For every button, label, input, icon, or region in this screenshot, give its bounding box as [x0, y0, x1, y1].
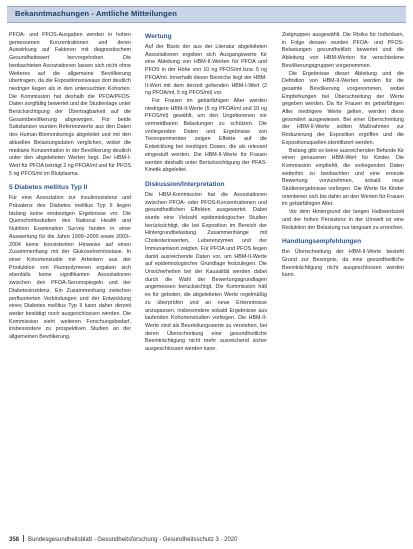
paragraph: Auf der Basis der aus der Literatur abgeleiteten Assoziationen ergeben sich Ausgangswerte für eine Ableitung von HBM-II-Werten für PFOA und PFOS in der Höhe von 10 ng PFOS/ml bzw. 5 ng PFOA/ml. Innerhalb dieser Bereiche liegt der HBM-II-Wert mit dem derzeit geltenden HBM-I-Wert (2 ng PFOA/ml, 5 ng PFOS/ml) vor.: [145, 44, 267, 97]
paragraph: Für eine Assoziation zur Insulinresistenz und Prävalenz des Diabetes mellitus Typ II liegen bislang keine eindeutigen Ergebnisse vor. Die Querschnittsstudien des National Health and Nutrition Examination Survey fanden in einer Auswertung für die Jahre 1999–2000 sowie 2003–2004 keine konsistenten Hinweise auf einen Zusammenhang mit der Glukosehomöostase. In einer Kohortenstudie mit Arbeitern aus der Produktion von Fluorpolymeren ergaben sich ebenfalls keine signifikanten Assoziationen zwischen den PFOA-Serumspiegeln und der Diabetesinzidenz. Ein Zusammenhang zwischen perfluorierten Verbindungen und der Entwicklung eines Diabetes mellitus Typ II kann daher derzeit weder bestätigt noch ausgeschlossen werden. Die Kommission sieht weiteren Forschungsbedarf, insbesondere zu prospektiven Studien an der allgemeinen Bevölkerung.: [9, 195, 131, 341]
paragraph: PFOA- und PFOS-Ausgaben werden in hohen gemessenen Konzentrationen und deren Auswirkung auf Faktoren mit diagnostischem Gesundheitswert hervorgehoben. Die beobachteten Assoziationen lassen sich nicht ohne Weiteres auf die allgemeine Bevölkerung übertragen, da die Expositionsniveaus dort deutlich niedriger liegen als in den untersuchten Kohorten. Die Kommission hat deshalb die PFOA/PFOS-Daten sorgfältig bewertet und die Studienlage unter Berücksichtigung der Übertragbarkeit auf die Gesamtbevölkerung abgewogen. Für beide Substanzen wurden Referenzwerte aus den Daten des Human-Biomonitorings abgeleitet und mit den aktuellen Belastungsdaten verglichen, wobei die mediane Konzentration in der Bevölkerung deutlich unter den abgeleiteten Werten liegt. Der HBM-I-Wert für PFOA beträgt 2 ng PFOA/ml und für PFOS 5 ng PFOS/ml im Blutplasma.: [9, 32, 131, 177]
section-heading: Wertung: [145, 33, 172, 40]
paragraph: Vor dem Hintergrund der langen Halbwertszeit und der hohen Persistenz in der Umwelt ist eine Reduktion der Belastung nur langsam zu erreichen.: [282, 209, 404, 231]
paragraph: Die Ergebnisse dieser Ableitung und die Definition von HBM-II-Werten werden für die gesamte Bevölkerung vorgenommen, wobei Empfehlungen bei Überschreitung der Werte gegeben werden. Da für Frauen im gebärfähigen Alter niedrigere Werte gelten, werden diese gesondert ausgewiesen. Bei einer Überschreitung der HBM-II-Werte sollten Maßnahmen zur Reduzierung der Exposition ergriffen und die Expositionsquellen identifiziert werden.: [282, 70, 404, 146]
paragraph: Bei Überschreitung der HBM-II-Werte besteht Grund zur Besorgnis, da eine gesundheitliche Beeinträchtigung nicht ausgeschlossen werden kann.: [282, 249, 404, 279]
text-column-middle: [145, 32, 267, 354]
text-column-left: [9, 32, 131, 342]
section-heading: Diskussion/Interpretation: [145, 180, 225, 188]
section-heading: 5 Diabetes mellitus Typ II: [9, 184, 88, 192]
page-number: 358: [9, 537, 20, 543]
paragraph: Die HBM-Kommission hat die Assoziationen zwischen PFOA- oder PFOS-Konzentrationen und gesundheitlichen Effekten ausgewertet. Dabei wurde eine Vielzahl epidemiologischer Studien berücksichtigt, die bei Exposition im Bereich der Hintergrundbelastung Zusammenhänge mit Cholesterinwerten, Leberenzymen und der Immunantwort zeigten. Für PFOA und PFOS liegen damit ausreichende Daten vor, um HBM-II-Werte auf epidemiologischer Grundlage festzulegen. Die Unsicherheiten bei der Kausalität werden dabei durch die Wahl der Bewertungsgrundlagen angemessen berücksichtigt. Die Kommission hält es für geboten, die abgeleiteten Werte regelmäßig zu überprüfen und an neue Erkenntnisse anzupassen, insbesondere sobald Ergebnisse aus laufenden Kohortenstudien vorliegen. Die HBM-II-Werte sind als Beurteilungswerte zu verstehen, bei deren Überschreitung eine gesundheitliche Beeinträchtigung nicht mehr ausreichend sicher ausgeschlossen werden kann.: [145, 191, 267, 353]
section-title: Bekanntmachungen - Amtliche Mitteilungen: [15, 9, 177, 18]
publication-name: Bundesgesundheitsblatt - Gesundheitsforschung - Gesundheitsschutz 3 · 2020: [28, 537, 238, 543]
paragraph: Bislang gibt es keine ausreichenden Befunde für einen genaueren HBM-Wert für Kinder. Die Kommission empfiehlt, die vorliegenden Daten weiterhin zu beobachten und eine erneute Bewertung vorzunehmen, sobald neue Studienergebnisse vorliegen. Die Werte für Kinder orientieren sich bis dahin an den Werten für Frauen im gebärfähigen Alter.: [282, 147, 404, 208]
section-heading: Handlungsempfehlungen: [282, 238, 362, 246]
section-header-bar: [7, 6, 406, 23]
text-column-right: [282, 32, 404, 280]
page-footer: [9, 535, 404, 545]
footer-divider: [23, 535, 24, 542]
paragraph: Für Frauen im gebärfähigen Alter werden niedrigere HBM-II-Werte (5 ng PFOA/ml und 10 ng PFOS/ml) gewählt, um den Ungeborenen vor vermeidbaren Belastungen zu schützen. Die vorliegenden Daten und Ergebnisse von Tierexperimenten zeigen Effekte auf die Entwicklung bei niedrigen Dosen, die als relevant eingestuft werden. Die HBM-II-Werte für Frauen werden deshalb unter Berücksichtigung der PFAS-Kinetik abgeleitet.: [145, 97, 267, 174]
paragraph: Zielgruppen ausgewählt. Die Risiko für Individuen, in Folge dessen wurden PFOA- und PFOS-Belastungen gesundheitlich bewertet und die Ableitung von HBM-Werten für verschiedene Bevölkerungsgruppen vorgenommen.: [282, 32, 404, 69]
